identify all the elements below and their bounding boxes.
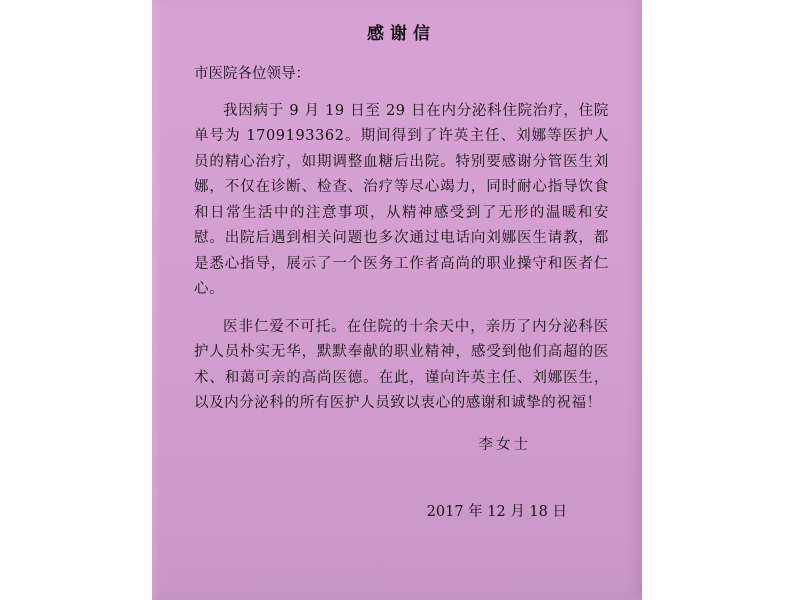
letter-paper xyxy=(152,0,642,600)
letter-body xyxy=(194,22,609,526)
letter-salutation: 市医院各位领导： xyxy=(194,66,310,82)
letter-title: 感谢信 xyxy=(367,24,436,44)
letter-signature: 李女士 xyxy=(478,436,531,453)
letter-paragraph-1: 我因病于 9 月 19 日至 29 日在内分泌科住院治疗，住院单号为 1709193362。期间得到了许英主任、刘娜等医护人员的精心治疗，如期调整血糖后出院。特别要感谢分管医生刘娜，不仅在诊断、检查、治疗等尽心竭力，同时耐心指导饮食和日常生活中的注意事项，从精神感受到了无形的温暖和安慰。出院后遇到相关问题也多次通过电话向刘娜医生请教，都是悉心指导，展示了一个医务工作者高尚的职业操守和医者仁心。 xyxy=(194,102,609,297)
letter-paragraph-2: 医非仁爱不可托。在住院的十余天中，亲历了内分泌科医护人员朴实无华，默默奉献的职业精神，感受到他们高超的医术、和蔼可亲的高尚医德。在此，谨向许英主任、刘娜医生，以及内分泌科的所有医护人员致以衷心的感谢和诚挚的祝福！ xyxy=(194,318,609,411)
letter-date: 2017 年 12 月 18 日 xyxy=(426,504,567,520)
